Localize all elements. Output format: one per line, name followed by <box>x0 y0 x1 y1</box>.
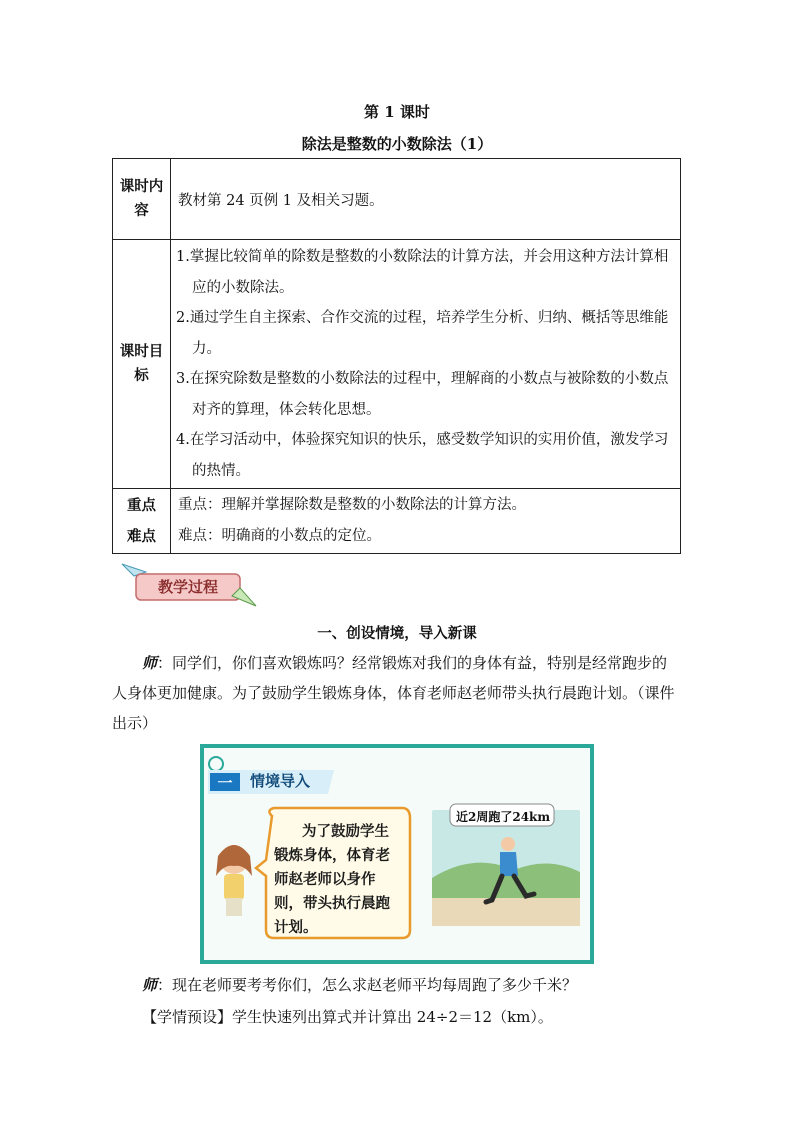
slide-tag-label: 情境导入 <box>250 772 311 790</box>
key-cell <box>171 489 681 554</box>
banner-label: 教学过程 <box>157 578 219 596</box>
key-head <box>113 489 171 554</box>
goal-item: 2.通过学生自主探索、合作交流的过程，培养学生分析、归纳、概括等思维能力。 <box>176 310 669 357</box>
lesson-topic: 除法是整数的小数除法（1） <box>301 135 493 153</box>
key-head-2: 难点 <box>127 528 156 545</box>
teacher-avatar-icon <box>216 845 252 916</box>
speaker-label: 师 <box>142 976 158 994</box>
photo-path <box>432 898 580 926</box>
dialogue-text-3: 学生快速列出算式并计算出 24÷2＝12（km）。 <box>232 1008 553 1026</box>
lesson-number: 第 1 课时 <box>364 103 430 121</box>
tag-number: 一 <box>217 774 233 792</box>
dialogue-paragraph-2 <box>112 970 681 1000</box>
lesson-plan-table <box>112 158 681 554</box>
content-cell <box>171 159 681 240</box>
preset-tag: 【学情预设】 <box>142 1008 233 1026</box>
goals-cell <box>171 240 681 489</box>
bubble-text: 为了鼓励学生锻炼身体，体育老师赵老师以身作则，带头执行晨跑计划。 <box>274 823 390 936</box>
dialogue-text-2: ：现在老师要考考你们，怎么求赵老师平均每周跑了多少千米？ <box>157 976 578 994</box>
teaching-process-banner <box>120 560 260 610</box>
speaker-label: 师 <box>142 654 158 672</box>
goal-item: 3.在探究除数是整数的小数除法的过程中，理解商的小数点与被除数的小数点对齐的算理，体会转化思想。 <box>176 371 669 418</box>
goal-item: 4.在学习活动中，体验探究知识的快乐，感受数学知识的实用价值，激发学习的热情。 <box>176 432 669 479</box>
key-point: 重点：理解并掌握除数是整数的小数除法的计算方法。 <box>178 497 526 513</box>
dialogue-paragraph-1 <box>112 648 681 738</box>
content-row <box>113 159 681 240</box>
dialogue-text-1: ：同学们，你们喜欢锻炼吗？经常锻炼对我们的身体有益，特别是经常跑步的人身体更加健康。为了鼓励学生锻炼身体，体育老师赵老师带头执行晨跑计划。（课件出示） <box>112 654 675 732</box>
goals-head: 课时目标 <box>113 240 171 489</box>
content-head: 课时内容 <box>113 159 171 240</box>
goal-item: 1.掌握比较简单的除数是整数的小数除法的计算方法，并会用这种方法计算相应的小数除法。 <box>176 249 669 296</box>
key-head-1: 重点 <box>127 497 156 514</box>
ring-icon <box>209 757 223 771</box>
photo-caption: 近2周跑了24km <box>456 810 551 824</box>
dialogue-paragraph-3 <box>112 1002 681 1032</box>
difficult-point: 难点：明确商的小数点的定位。 <box>178 528 381 544</box>
goals-row <box>113 240 681 489</box>
key-row <box>113 489 681 554</box>
content-text: 教材第 24 页例 1 及相关习题。 <box>178 192 384 209</box>
section-title: 一、创设情境，导入新课 <box>317 625 477 642</box>
